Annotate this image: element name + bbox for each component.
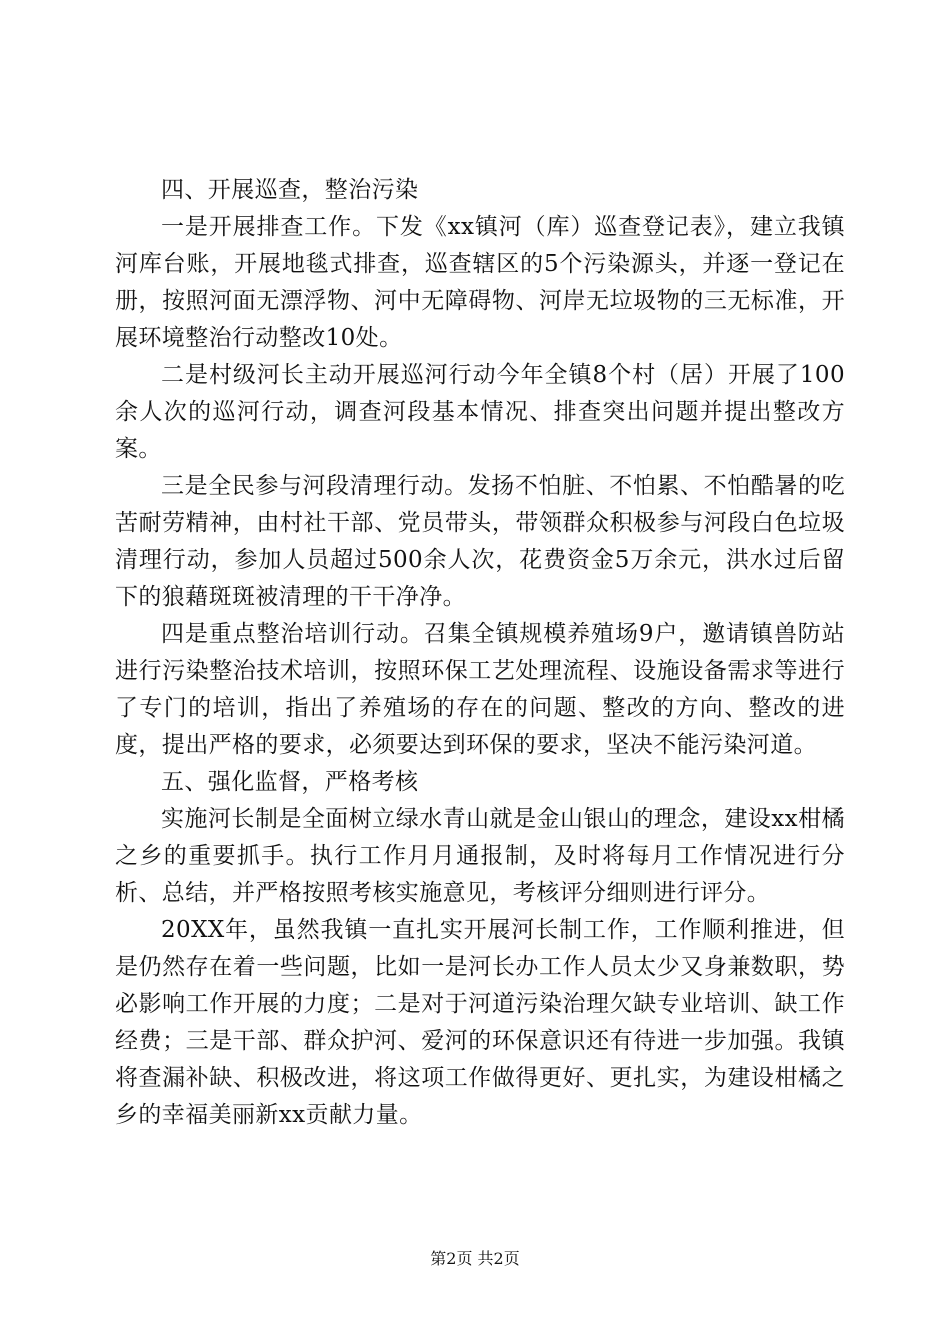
paragraph-investigation: 一是开展排查工作。下发《xx镇河（库）巡查登记表》，建立我镇河库台账，开展地毯式排查，巡查辖区的5个污染源头，并逐一登记在册，按照河面无漂浮物、河中无障碍物、河岸无垃圾物的三无标准，开展环境整治行动整改10处。 <box>115 214 845 351</box>
section-heading-supervision: 五、强化监督，严格考核 <box>161 769 419 795</box>
paragraph-river-chief-system: 实施河长制是全面树立绿水青山就是金山银山的理念，建设xx柑橘之乡的重要抓手。执行工作月月通报制，及时将每月工作情况进行分析、总结，并严格按照考核实施意见，考核评分细则进行评分。 <box>115 806 845 906</box>
paragraph-summary: 20XX年，虽然我镇一直扎实开展河长制工作，工作顺利推进，但是仍然存在着一些问题，比如一是河长办工作人员太少又身兼数职，势必影响工作开展的力度；二是对于河道污染治理欠缺专业培训、缺工作经费；三是干部、群众护河、爱河的环保意识还有待进一步加强。我镇将查漏补缺、积极改进，将这项工作做得更好、更扎实，为建设柑橘之乡的幸福美丽新xx贡献力量。 <box>115 917 845 1128</box>
paragraph-village-patrol: 二是村级河长主动开展巡河行动今年全镇8个村（居）开展了100余人次的巡河行动，调查河段基本情况、排查突出问题并提出整改方案。 <box>115 362 845 462</box>
page-number-footer: 第2页 共2页 <box>430 1249 520 1268</box>
section-heading-inspection: 四、开展巡查，整治污染 <box>161 177 419 203</box>
document-body <box>115 172 845 1134</box>
paragraph-training: 四是重点整治培训行动。召集全镇规模养殖场9户，邀请镇兽防站进行污染整治技术培训，按照环保工艺处理流程、设施设备需求等进行了专门的培训，指出了养殖场的存在的问题、整改的方向、整改的进度，提出严格的要求，必须要达到环保的要求，坚决不能污染河道。 <box>115 621 845 758</box>
paragraph-public-cleanup: 三是全民参与河段清理行动。发扬不怕脏、不怕累、不怕酷暑的吃苦耐劳精神，由村社干部、党员带头，带领群众积极参与河段白色垃圾清理行动，参加人员超过500余人次，花费资金5万余元，洪水过后留下的狼藉斑斑被清理的干干净净。 <box>115 473 845 610</box>
